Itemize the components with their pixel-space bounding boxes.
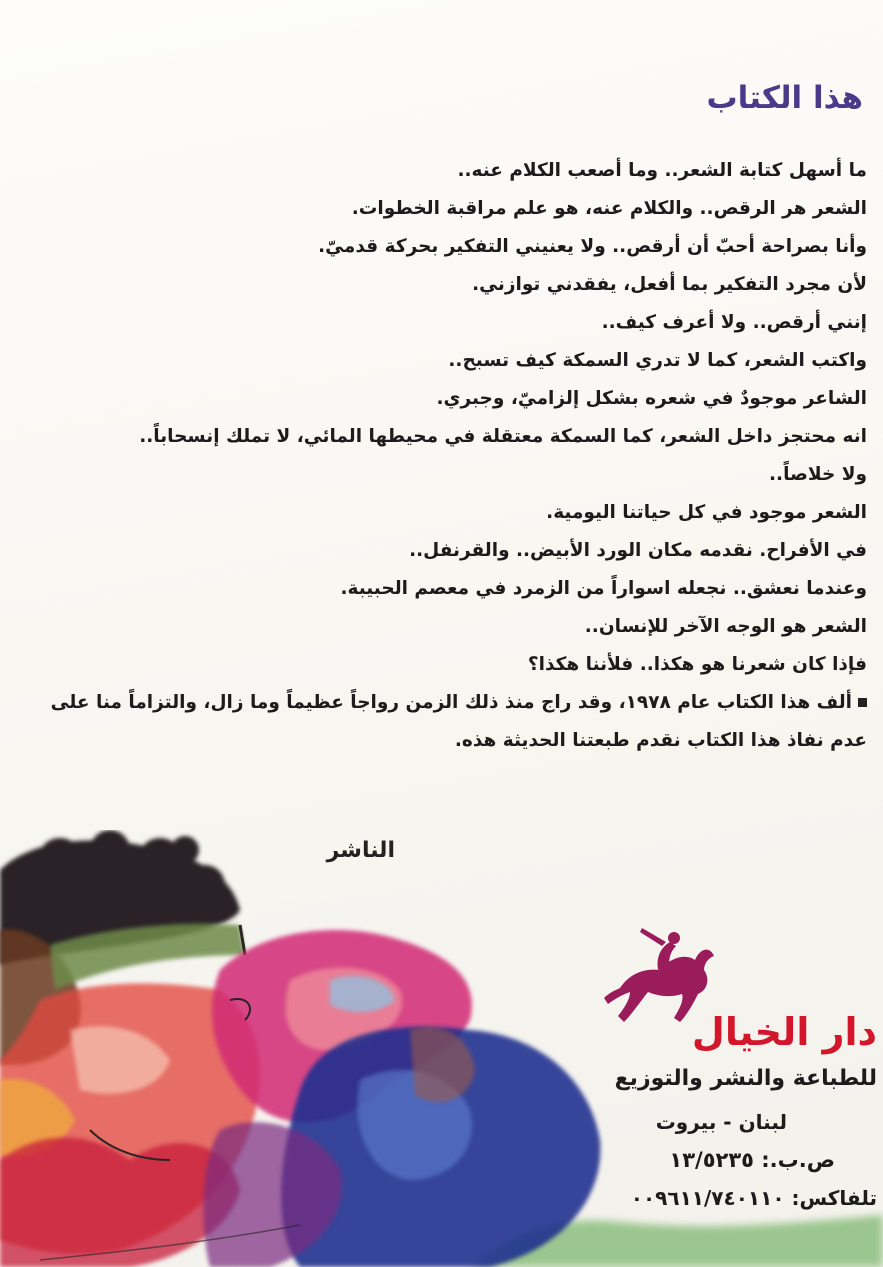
paragraph: الشعر هو الوجه الآخر للإنسان..	[584, 616, 867, 637]
paragraph: ولا خلاصاً..	[769, 464, 867, 485]
publisher-city: لبنان - بيروت	[655, 1110, 787, 1134]
paragraph: الشعر موجود في كل حياتنا اليومية.	[546, 502, 867, 523]
paragraph: إنني أرقص.. ولا أعرف كيف..	[601, 312, 867, 333]
paragraph: الشاعر موجودٌ في شعره بشكل إلزاميّ، وجبري.	[436, 388, 867, 409]
publisher-signature: الناشر	[326, 838, 395, 863]
book-description	[10, 152, 867, 760]
paragraph: لأن مجرد التفكير بما أفعل، يفقدني توازني.	[472, 274, 867, 295]
square-bullet-icon	[858, 698, 867, 707]
paragraph: وعندما نعشق.. نجعله اسواراً من الزمرد في معصم الحبيبة.	[340, 578, 867, 599]
paragraph: الشعر هر الرقص.. والكلام عنه، هو علم مراقبة الخطوات.	[351, 198, 867, 219]
paragraph: فإذا كان شعرنا هو هكذا.. فلأننا هكذا؟	[527, 654, 867, 675]
publisher-subtitle: للطباعة والنشر والتوزيع	[614, 1066, 877, 1091]
paragraph: ما أسهل كتابة الشعر.. وما أصعب الكلام عنه..	[457, 160, 867, 181]
edition-note	[10, 684, 867, 760]
publisher-pobox: ص.ب.: ١٣/٥٢٣٥	[669, 1148, 835, 1172]
paragraph: انه محتجز داخل الشعر، كما السمكة معتقلة في محيطها المائي، لا تملك إنسحاباً..	[139, 426, 867, 447]
publisher-fax: تلفاكس: ٠٠٩٦١١/٧٤٠١١٠	[630, 1186, 877, 1210]
paragraph: واكتب الشعر، كما لا تدري السمكة كيف تسبح..	[448, 350, 867, 371]
page-title: هذا الكتاب	[706, 80, 863, 116]
publisher-name: دار الخيال	[691, 1010, 877, 1054]
edition-note-text: ألف هذا الكتاب عام ١٩٧٨، وقد راج منذ ذلك الزمن رواجاً عظيماً وما زال، والتزاماً منا على عدم نفاذ هذا الكتاب نقدم طبعتنا الحديثة هذه.	[50, 692, 867, 751]
paragraph: في الأفراح. نقدمه مكان الورد الأبيض.. والقرنفل..	[409, 540, 867, 561]
paragraph: وأنا بصراحة أحبّ أن أرقص.. ولا يعنيني التفكير بحركة قدميّ.	[318, 236, 867, 257]
